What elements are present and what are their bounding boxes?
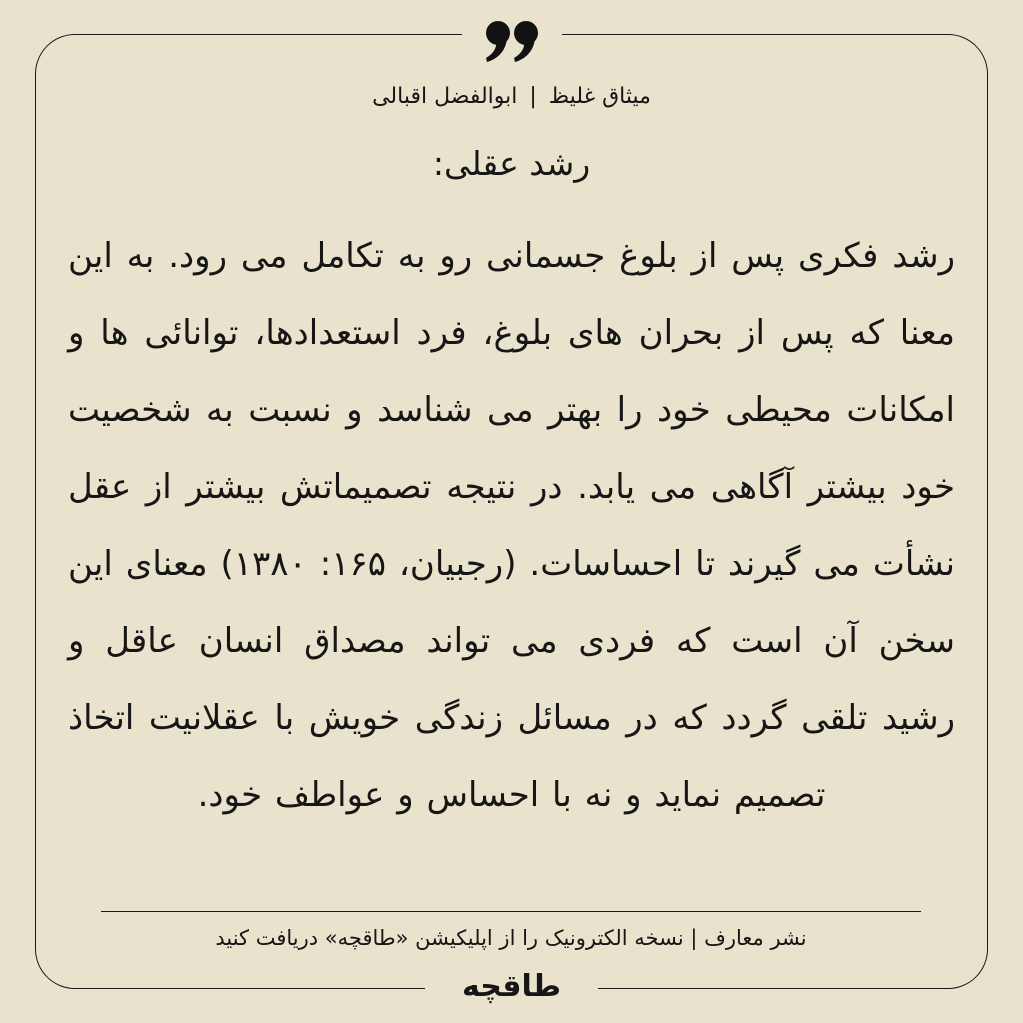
taaghche-logo: طاقچه bbox=[462, 968, 561, 1004]
footer-text: نشر معارف | نسخه الکترونیک را از اپلیکیشن «طاقچه» دریافت کنید bbox=[215, 926, 807, 950]
quote-icon bbox=[482, 18, 542, 64]
header bbox=[120, 78, 903, 114]
header-separator: | bbox=[529, 83, 537, 109]
book-title: میثاق غلیظ bbox=[548, 83, 651, 109]
section-title: رشد عقلی: bbox=[432, 144, 591, 183]
quote-body: رشد فکری پس از بلوغ جسمانی رو به تکامل می رود. به این معنا که پس از بحران های بلوغ، فرد استعدادها، توانائی ها و امکانات محیطی خود را بهتر می شناسد و نسبت به شخصیت خود بیشتر آگاهی می یابد. در نتیجه تصمیماتش بیشتر از عقل نشأت می گیرند تا احساسات. (رجبیان، ۱۶۵: ۱۳۸۰) معنای این سخن آن است که فردی می تواند مصداق انسان عاقل و رشید تلقی گردد که در مسائل زندگی خویش با عقلانیت اتخاذ تصمیم نماید و نه با احساس و عواطف خود. bbox=[68, 236, 955, 815]
footer-divider bbox=[101, 911, 921, 912]
author-name: ابوالفضل اقبالی bbox=[372, 83, 518, 109]
